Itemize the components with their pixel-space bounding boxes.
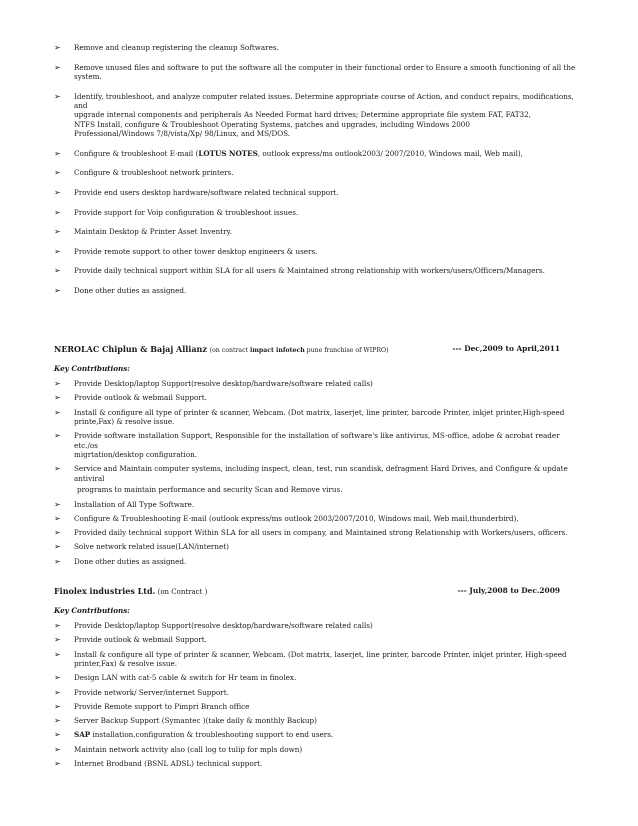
list-item: ➢ Provide outlook & webmail Support. <box>54 635 207 645</box>
list-item: ➢ Design LAN with cat-5 cable & switch for Hr team in finolex. <box>54 673 297 683</box>
arrow-bullet-icon: ➢ <box>54 91 61 101</box>
list-item: ➢ Service and Maintain computer systems, including inspect, clean, test, run scandisk, defragment Hard Drives, and Configure & update antiviral programs to maintain performance and security Scan and Remove virus. <box>54 464 568 495</box>
arrow-bullet-icon: ➢ <box>54 188 61 197</box>
job-header <box>54 344 574 356</box>
arrow-bullet-icon: ➢ <box>54 744 61 754</box>
job-dates: --- Dec,2009 to April,2011 <box>452 344 560 353</box>
list-item: ➢ SAP installation,configuration & troubleshooting support to end users. <box>54 730 334 740</box>
arrow-bullet-icon: ➢ <box>54 716 61 726</box>
list-item: ➢ Provide daily technical support within SLA for all users & Maintained strong relationship with workers/users/Officers/Managers. <box>54 266 545 276</box>
list-item: ➢ Provide Remote support to Pimpri Branch office <box>54 701 250 711</box>
company-name: NEROLAC Chiplun & Bajaj Allianz (on contract impact infotech pune franchise of WIPRO) <box>54 344 389 354</box>
arrow-bullet-icon: ➢ <box>54 499 61 509</box>
arrow-bullet-icon: ➢ <box>54 621 61 630</box>
list-item: ➢ Remove and cleanup registering the cleanup Softwares. <box>54 43 279 52</box>
list-item: ➢ Install & configure all type of printer & scanner, Webcam. (Dot matrix, laserjet, line printer, barcode Printer, inkjet printer,High-speed printe,Fax) & resolve issue. <box>54 407 565 426</box>
arrow-bullet-icon: ➢ <box>54 246 61 256</box>
arrow-bullet-icon: ➢ <box>54 556 61 566</box>
arrow-bullet-icon: ➢ <box>54 431 61 441</box>
arrow-bullet-icon: ➢ <box>54 542 61 552</box>
job-header <box>54 586 574 598</box>
contributions-list <box>54 379 574 566</box>
arrow-bullet-icon: ➢ <box>54 649 61 659</box>
list-item: ➢ Install & configure all type of printer & scanner, Webcam. (Dot matrix, laserjet, line printer, barcode Printer, inkjet printer, High-speed printer,Fax) & resolve issue. <box>54 649 567 668</box>
arrow-bullet-icon: ➢ <box>54 168 61 178</box>
list-item: ➢ Provide end users desktop hardware/software related technical support. <box>54 188 339 197</box>
arrow-bullet-icon: ➢ <box>54 393 61 403</box>
company-name: Finolex industries Ltd. (on Contract ) <box>54 586 208 596</box>
list-item: ➢ Provided daily technical support Within SLA for all users in company, and Maintained strong Relationship with Workers/users, officers. <box>54 528 568 538</box>
list-item: ➢ Done other duties as assigned. <box>54 285 187 295</box>
list-item: ➢ Provide Desktop/laptop Support(resolve desktop/hardware/software related calls) <box>54 379 373 388</box>
list-item: ➢ Internet Brodband (BSNL ADSL) technical support. <box>54 759 263 769</box>
list-item: ➢ Installation of All Type Software. <box>54 499 195 509</box>
list-item: ➢ Server Backup Support (Symantec )(take daily & monthly Backup) <box>54 716 317 726</box>
key-contributions-label: Key Contributions: <box>54 364 130 373</box>
arrow-bullet-icon: ➢ <box>54 701 61 711</box>
list-item: ➢ Identify, troubleshoot, and analyze computer related issues. Determine appropriate course of Action, and conduct repairs, modifications, and upgrade internal components and peripherals As Needed Format hard drives; Determine appropriate file system FAT, FAT32, NTFS Install, configure & Troubleshoot Operating Systems, patches and upgrades, including Windows 2000 Professional/Windows 7/8/vista/Xp/ 98/Linux, and MS/DOS. <box>54 91 574 139</box>
arrow-bullet-icon: ➢ <box>54 266 61 276</box>
list-item: ➢ Provide support for Voip configuration & troubleshoot issues. <box>54 207 299 217</box>
arrow-bullet-icon: ➢ <box>54 227 61 237</box>
list-item: ➢ Maintain network activity also (call log to tulip for mpls down) <box>54 744 303 754</box>
list-item: ➢ Configure & troubleshoot E-mail (LOTUS NOTES, outlook express/ms outlook2003/ 2007/2010, Windows mail, Web mail), <box>54 148 523 158</box>
arrow-bullet-icon: ➢ <box>54 687 61 697</box>
list-item: ➢ Configure & troubleshoot network printers. <box>54 168 234 178</box>
arrow-bullet-icon: ➢ <box>54 528 61 538</box>
list-item: ➢ Provide software installation Support, Responsible for the installation of software's like antivirus, MS-office, adobe & acrobat reader etc./os migrtation/desktop configuration. <box>54 431 560 460</box>
arrow-bullet-icon: ➢ <box>54 62 61 72</box>
arrow-bullet-icon: ➢ <box>54 759 61 769</box>
arrow-bullet-icon: ➢ <box>54 207 61 217</box>
arrow-bullet-icon: ➢ <box>54 464 61 474</box>
list-item: ➢ Provide network/ Server/internet Support. <box>54 687 229 697</box>
job-nerolac <box>54 344 574 571</box>
duties-list <box>54 43 578 306</box>
arrow-bullet-icon: ➢ <box>54 43 61 52</box>
list-item: ➢ Provide remote support to other tower desktop engineers & users. <box>54 246 318 256</box>
key-contributions-label: Key Contributions: <box>54 606 130 615</box>
arrow-bullet-icon: ➢ <box>54 673 61 683</box>
arrow-bullet-icon: ➢ <box>54 148 61 158</box>
arrow-bullet-icon: ➢ <box>54 513 61 523</box>
list-item: ➢ Done other duties as assigned. <box>54 556 187 566</box>
list-item: ➢ Configure & Troubleshooting E-mail (outlook express/ms outlook 2003/2007/2010, Windows mail, Web mail,thunderbird), <box>54 513 519 523</box>
job-dates: --- July,2008 to Dec.2009 <box>457 586 560 595</box>
arrow-bullet-icon: ➢ <box>54 285 61 295</box>
list-item: ➢ Provide outlook & webmail Support. <box>54 393 207 403</box>
arrow-bullet-icon: ➢ <box>54 379 61 388</box>
contract-note: (on contract impact infotech pune franchise of WIPRO) <box>209 347 389 354</box>
list-item: ➢ Remove unused files and software to put the software all the computer in their functional order to Ensure a smooth functioning of all the system. <box>54 62 576 81</box>
list-item: ➢ Maintain Desktop & Printer Asset Inventry. <box>54 227 232 237</box>
arrow-bullet-icon: ➢ <box>54 730 61 740</box>
arrow-bullet-icon: ➢ <box>54 407 61 417</box>
contributions-list <box>54 621 574 768</box>
list-item: ➢ Solve network related issue(LAN/internet) <box>54 542 229 552</box>
list-item: ➢ Provide Desktop/laptop Support(resolve desktop/hardware/software related calls) <box>54 621 373 630</box>
job-finolex <box>54 586 574 773</box>
contract-note: (on Contract ) <box>155 588 208 596</box>
arrow-bullet-icon: ➢ <box>54 635 61 645</box>
